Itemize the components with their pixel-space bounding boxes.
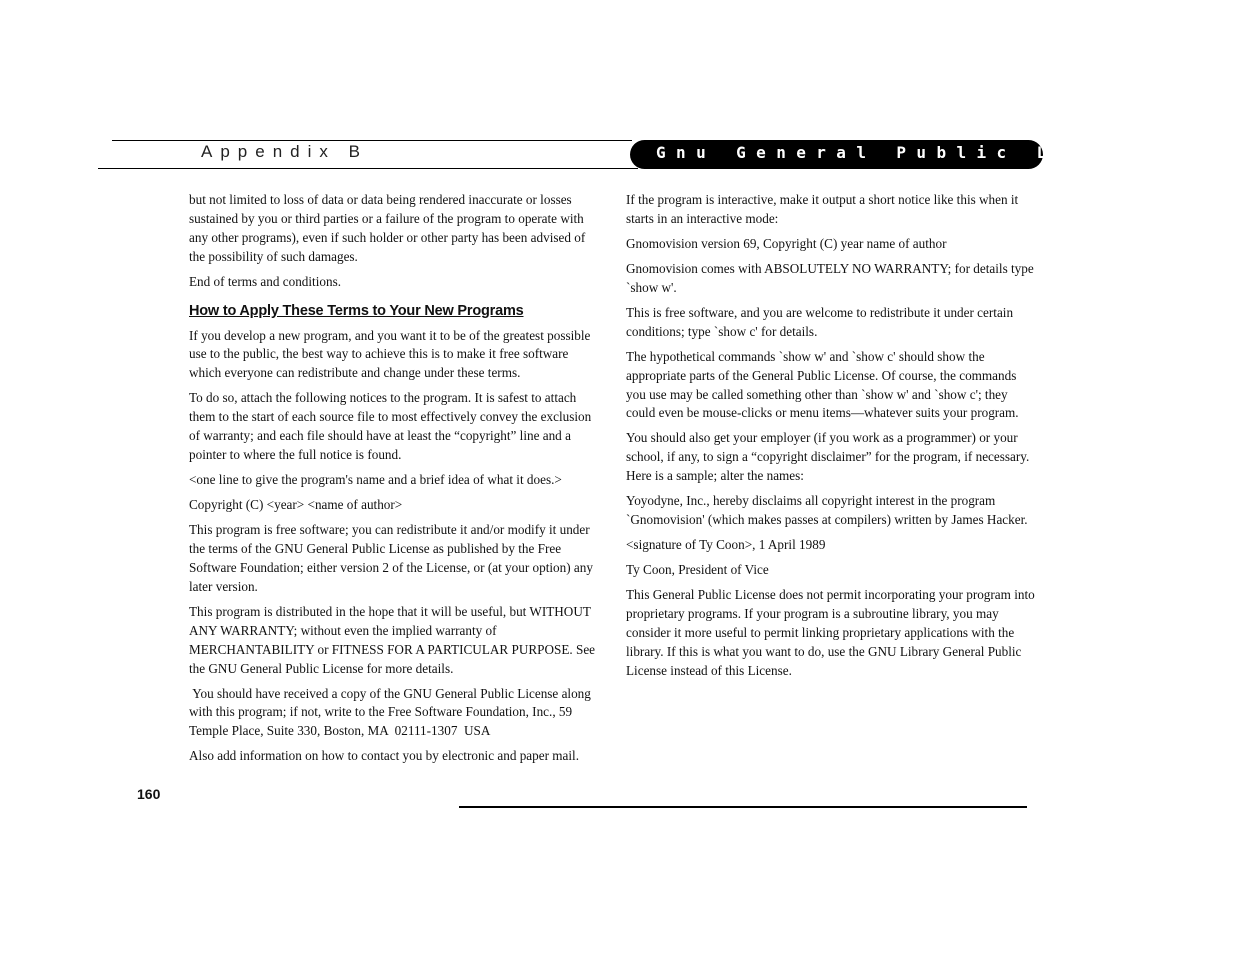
paragraph: Yoyodyne, Inc., hereby disclaims all copyright interest in the program `Gnomovision' (which makes passes at compilers) written by James Hacker.: [626, 493, 1028, 528]
paragraph: Also add information on how to contact you by electronic and paper mail.: [189, 748, 580, 764]
paragraph: If the program is interactive, make it output a short notice like this when it starts in an interactive mode:: [626, 192, 1019, 226]
paragraph: This is free software, and you are welcome to redistribute it under certain conditions; type `show c' for details.: [626, 304, 1014, 339]
paragraph: To do so, attach the following notices to the program. It is safest to attach them to the start of each source file to most effectively convey the exclusion of warranty; and each file should have at least the “copyright” line and a pointer to where the full notice is found.: [189, 390, 592, 463]
paragraph: Gnomovision comes with ABSOLUTELY NO WARRANTY; for details type `show w'.: [626, 260, 1034, 295]
left-column: [189, 191, 601, 772]
paragraph: End of terms and conditions.: [189, 273, 341, 289]
paragraph: Gnomovision version 69, Copyright (C) year name of author: [626, 235, 947, 251]
header-top-rule: [112, 140, 632, 141]
running-header-appendix: Appendix B: [201, 142, 368, 161]
paragraph: but not limited to loss of data or data being rendered inaccurate or losses sustained by you or third parties or a failure of the program to operate with any other programs), even if such holder or other party has been advised of the possibility of such damages.: [189, 192, 586, 264]
paragraph: If you develop a new program, and you want it to be of the greatest possible use to the public, the best way to achieve this is to make it free software which everyone can redistribute and change under these terms.: [189, 327, 591, 381]
paragraph: You should have received a copy of the GNU General Public License along with this program; if not, write to the Free Software Foundation, Inc., 59 Temple Place, Suite 330, Boston, MA 02111-1307 USA: [189, 685, 595, 739]
right-column: [626, 191, 1038, 687]
paragraph: You should also get your employer (if you work as a programmer) or your school, if any, to sign a “copyright disclaimer” for the program, if necessary. Here is a sample; alter the names:: [626, 430, 1030, 484]
paragraph: This program is free software; you can redistribute it and/or modify it under the terms of the GNU General Public License as published by the Free Software Foundation; either version 2 of the License, or (at your option) any later version.: [189, 522, 593, 594]
paragraph: This program is distributed in the hope that it will be useful, but WITHOUT ANY WARRANTY; without even the implied warranty of MERCHANTABILITY or FITNESS FOR A PARTICULAR PURPOSE. See the GNU General Public License for more details.: [189, 603, 596, 676]
running-header-title: Gnu General Public License: [656, 143, 1177, 162]
paragraph: The hypothetical commands `show w' and `show c' should show the appropriate parts of the General Public License. Of course, the commands you use may be called something other than `show w' and `show c'; they could even be mouse-clicks or menu items—whatever suits your program.: [626, 348, 1019, 421]
paragraph: Ty Coon, President of Vice: [626, 562, 769, 578]
header-bottom-rule: [98, 168, 638, 169]
paragraph: <one line to give the program's name and a brief idea of what it does.>: [189, 472, 562, 488]
paragraph: Copyright (C) <year> <name of author>: [189, 497, 403, 513]
footer-rule: [459, 806, 1027, 808]
paragraph: <signature of Ty Coon>, 1 April 1989: [626, 537, 826, 553]
section-heading: How to Apply These Terms to Your New Programs: [189, 302, 524, 319]
paragraph: This General Public License does not permit incorporating your program into proprietary programs. If your program is a subroutine library, you may consider it more useful to permit linking proprietary applications with the library. If this is what you want to do, use the GNU Library General Public License instead of this License.: [626, 587, 1035, 678]
page-number: 160: [137, 786, 161, 802]
